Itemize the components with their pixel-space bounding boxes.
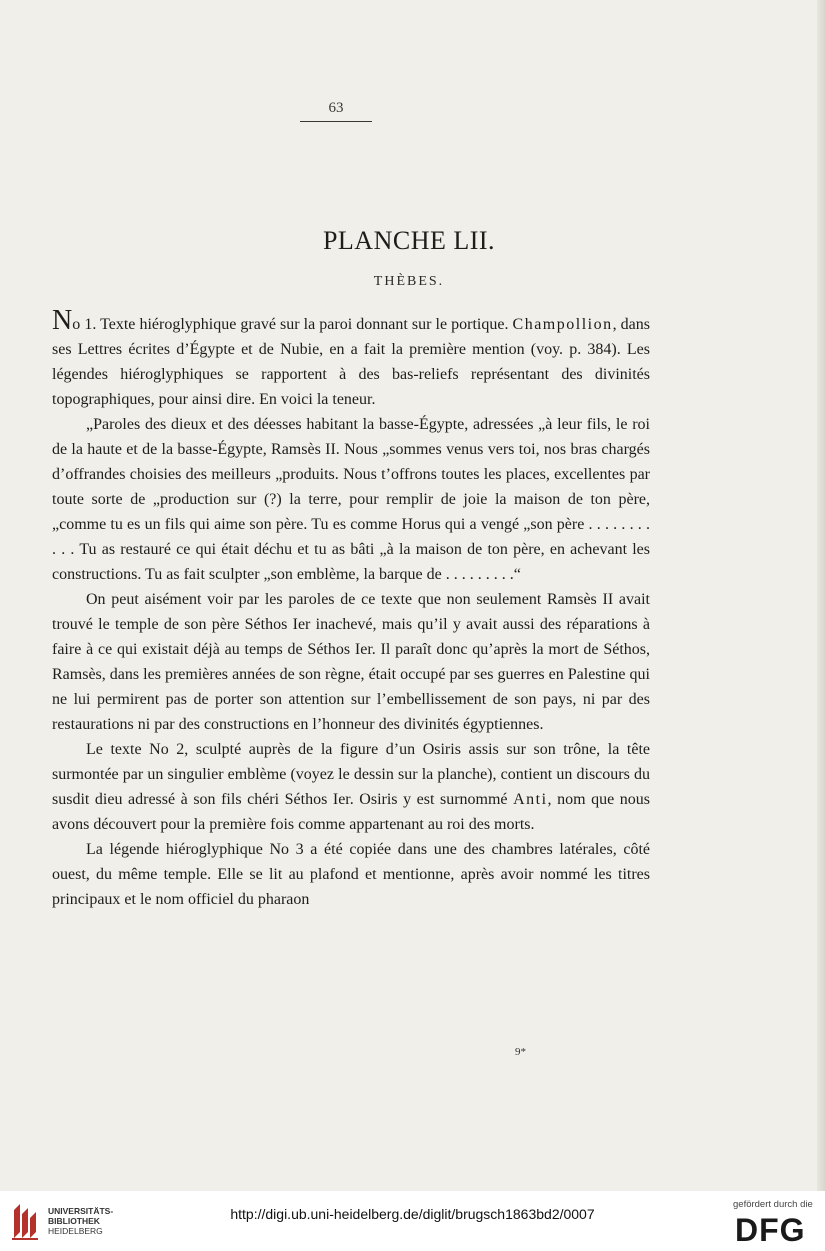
funded-by-label: gefördert durch die — [733, 1199, 813, 1210]
drop-cap: N — [52, 305, 73, 336]
paragraph-1-rest: , dans ses Lettres écrites d’Égypte et de Nubie, en a fait la première mention (voy. p. 384). Les légendes hiéroglyphiques se rapportent à des bas-reliefs représentant des divinités topographiques, pour ainsi dire. En voici la teneur. — [52, 316, 650, 408]
paragraph-2-quote: „Paroles des dieux et des déesses habitant la basse-Égypte, adressées „à leur fils, le roi de la haute et de la basse-Égypte, Ramsès II. Nous „sommes venus vers toi, nos bras chargés d’offrandes choisies des meilleurs „produits. Nous t’offrons toutes les places, excellentes par toute sorte de „production sur (?) la terre, pour remplir de joie la maison de ton père, „comme tu es un fils qui aime son père. Tu es comme Horus qui a vengé „son père . . . . . . . . . . . Tu as restauré ce qui était déchu et tu as bâti „à la maison de ton père, en achevant les constructions. Tu as fait sculpter „son emblème, la barque de . . . . . . . . .“ — [52, 416, 650, 583]
page-edge — [817, 0, 825, 1191]
library-name-line-2: BIBLIOTHEK — [48, 1216, 100, 1226]
page-title: PLANCHE LII. — [322, 226, 496, 255]
champollion-name: Champollion — [512, 316, 613, 333]
paragraph-3: On peut aisément voir par les paroles de ce texte que non seulement Ramsès II avait trouvé le temple de son père Séthos Ier inachevé, mais qu’il y avait aussi des réparations à faire à ce qui existait déjà au temps de Séthos Ier. Il paraît donc qu’après la mort de Séthos, Ramsès, dans les premières années de son règne, était occupé par ses guerres en Palestine qui ne lui permirent pas de porter son attention sur l’embellissement de son pays, ni par des restaurations ni par des constructions en l’honneur des divinités égyptiennes. — [52, 591, 650, 733]
source-url-link[interactable]: http://digi.ub.uni-heidelberg.de/diglit/brugsch1863bd2/0007 — [230, 1206, 595, 1222]
paragraph-4 — [52, 737, 650, 837]
paragraph-1-intro: o 1. Texte hiéroglyphique gravé sur la paroi donnant sur le portique. — [72, 316, 513, 333]
paragraph-5: La légende hiéroglyphique No 3 a été copiée dans une des chambres latérales, côté ouest, du même temple. Elle se lit au plafond et mentionne, après avoir nommé les titres principaux et le nom officiel du pharaon — [52, 841, 650, 908]
page-subtitle: THÈBES. — [373, 274, 445, 289]
library-name-line-3: HEIDELBERG — [48, 1226, 103, 1236]
paragraph-4-part-b: , nom que nous avons découvert pour la première fois comme appartenant au roi des morts. — [52, 791, 650, 833]
paragraph-1 — [52, 305, 650, 412]
body-text — [52, 305, 650, 912]
page-number-rule — [300, 121, 372, 122]
signature-mark: 9* — [515, 1046, 526, 1058]
paragraph-4-part-a: Le texte No 2, sculpté auprès de la figure d’un Osiris assis sur son trône, la tête surmontée par un singulier emblème (voyez le dessin sur la planche), contient un discours du susdit dieu adressé à son fils chéri Séthos Ier. Osiris y est surnommé — [52, 741, 650, 808]
dfg-logo: DFG — [735, 1212, 806, 1248]
library-name-line-1: UNIVERSITÄTS- — [48, 1206, 114, 1216]
anti-name: Anti — [513, 791, 548, 808]
page-number: 63 — [328, 100, 344, 116]
